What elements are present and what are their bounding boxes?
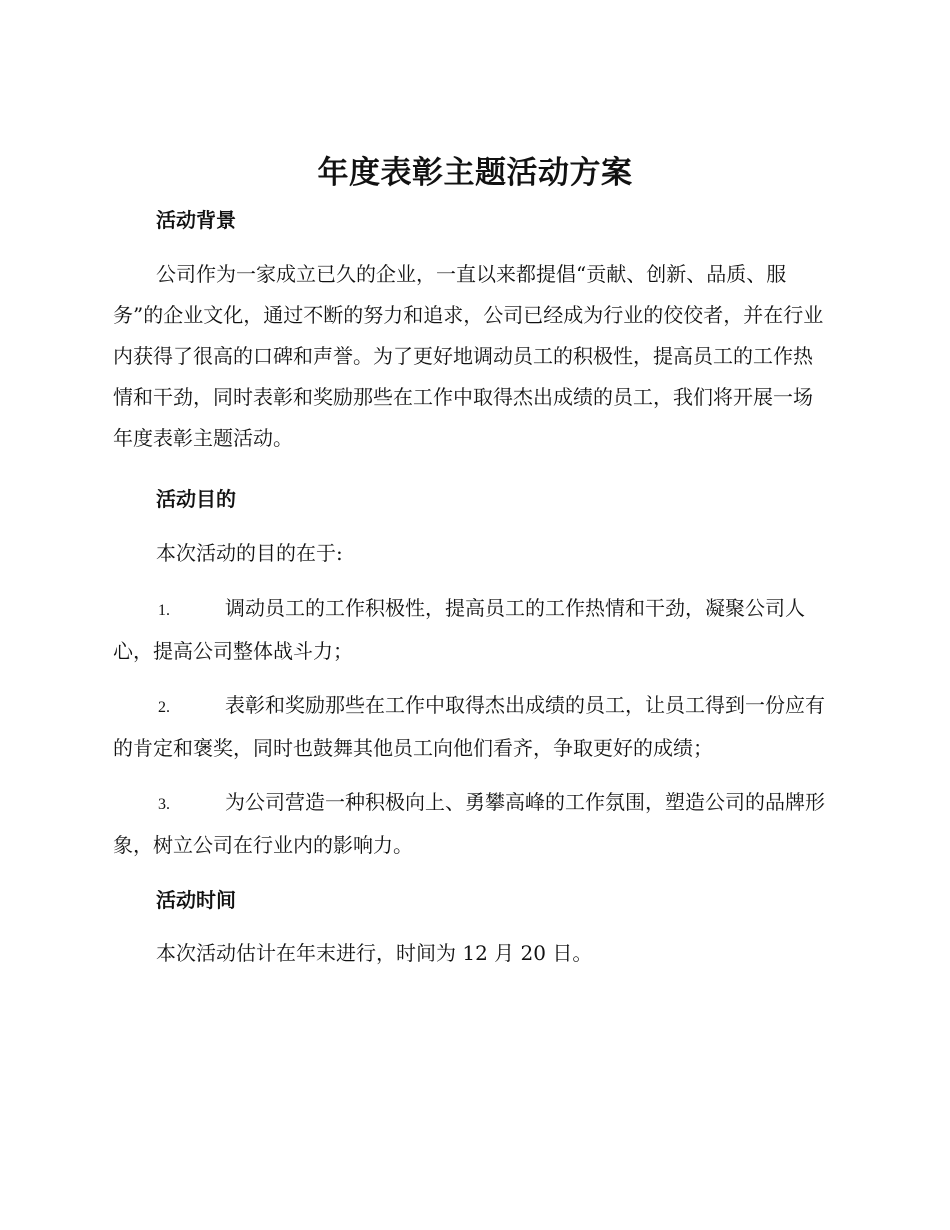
list-item-number: 3. [158, 796, 170, 813]
list-item [113, 588, 831, 672]
list-item-number: 2. [158, 699, 170, 716]
background-paragraph: 公司作为一家成立已久的企业，一直以来都提倡“贡献、创新、品质、服务”的企业文化，通过不断的努力和追求，公司已经成为行业的佼佼者，并在行业内获得了很高的口碑和声誉。为了更好地调动员工的积极性，提高员工的工作热情和干劲，同时表彰和奖励那些在工作中取得杰出成绩的员工，我们将开展一场年度表彰主题活动。 [113, 262, 824, 450]
list-item-text: 表彰和奖励那些在工作中取得杰出成绩的员工，让员工得到一份应有的肯定和褒奖，同时也鼓舞其他员工向他们看齐，争取更好的成绩； [113, 693, 825, 760]
section-heading-purpose: 活动目的 [156, 487, 236, 511]
time-paragraph: 本次活动估计在年末进行，时间为 12 月 20 日。 [156, 941, 593, 965]
document-title: 年度表彰主题活动方案 [317, 155, 633, 191]
section-heading-background: 活动背景 [156, 208, 236, 232]
list-item [113, 685, 831, 769]
list-item-text: 调动员工的工作积极性，提高员工的工作热情和干劲，凝聚公司人心，提高公司整体战斗力； [113, 596, 805, 663]
list-item-number: 1. [158, 602, 170, 619]
purpose-intro: 本次活动的目的在于: [156, 541, 343, 565]
section-heading-time: 活动时间 [156, 888, 236, 912]
list-item-text: 为公司营造一种积极向上、勇攀高峰的工作氛围，塑造公司的品牌形象，树立公司在行业内的影响力。 [113, 790, 825, 857]
list-item [113, 782, 831, 866]
